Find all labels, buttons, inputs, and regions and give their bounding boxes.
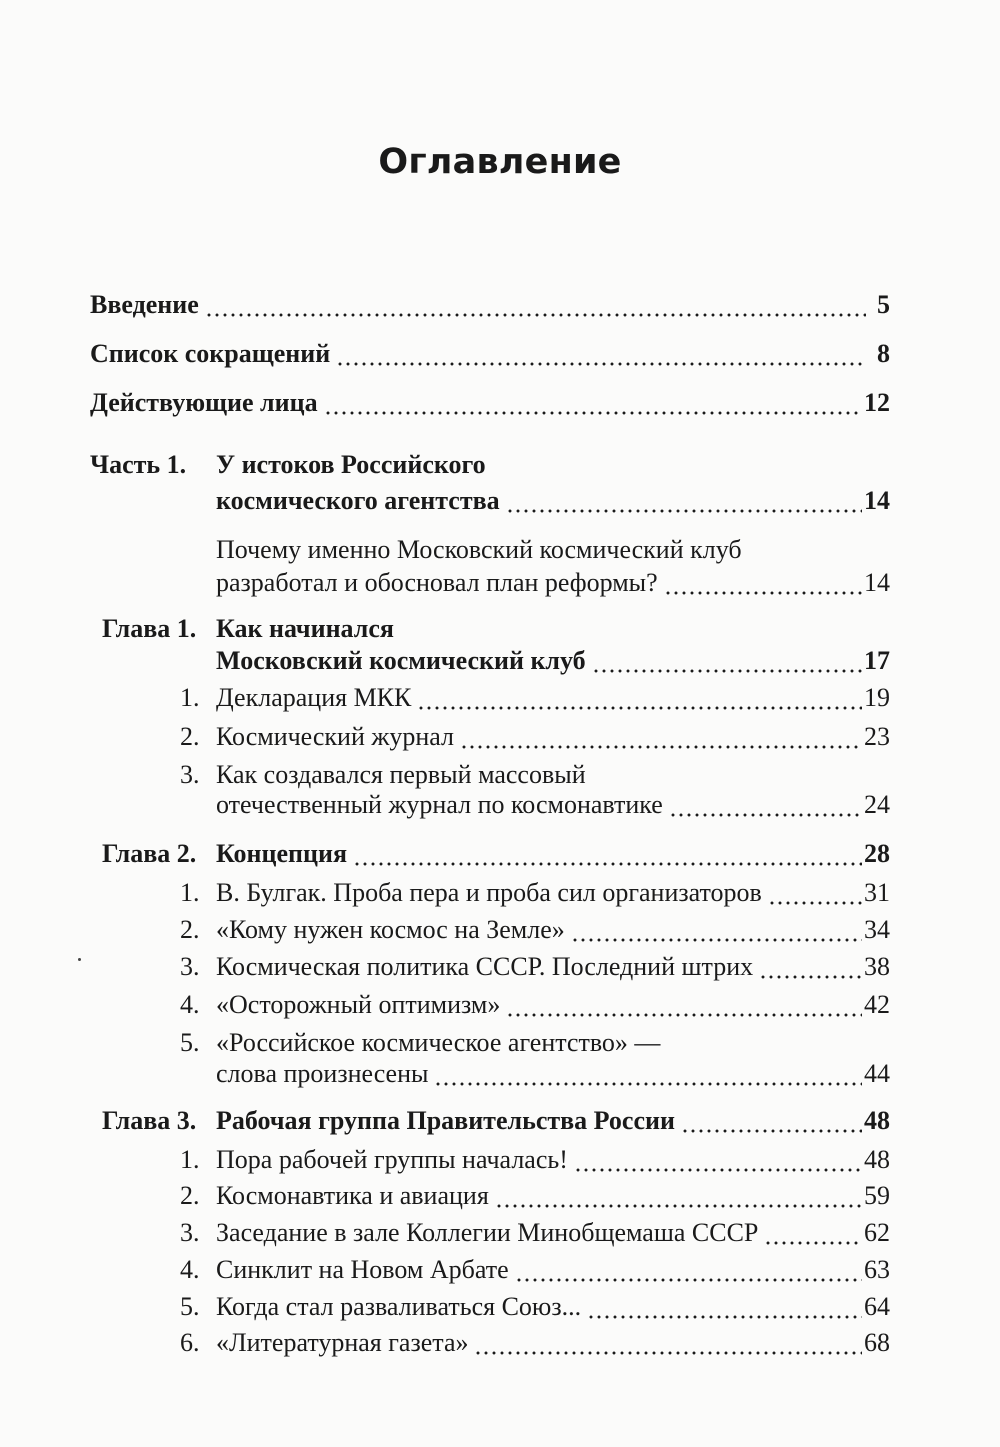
dot-leader [759, 952, 862, 982]
toc-entry-label: разработал и обосновал план реформы? [216, 568, 658, 597]
toc-entry-label: отечественный журнал по космонавтике [216, 790, 663, 819]
dot-leader [434, 1059, 862, 1089]
toc-entry-part-1[interactable] [216, 480, 890, 516]
item-number: 6. [180, 1328, 200, 1357]
toc-entry-2-1[interactable] [216, 872, 890, 908]
toc-entry-chapter-2[interactable] [216, 833, 890, 869]
toc-entry-page: 38 [864, 952, 890, 981]
item-number: 1. [180, 1145, 200, 1174]
toc-entry-page: 59 [864, 1181, 890, 1210]
item-number: 2. [180, 915, 200, 944]
toc-entry-page: 28 [864, 839, 890, 868]
toc-entry-1-3[interactable] [216, 784, 890, 820]
toc-entry-3-4[interactable] [216, 1249, 890, 1285]
toc-entry-page: 63 [864, 1255, 890, 1284]
chapter-1-title-line-1: Как начинался [216, 614, 394, 643]
toc-entry-label: Космический журнал [216, 722, 454, 751]
dot-leader [506, 486, 862, 516]
toc-entry-label: Когда стал разваливаться Союз... [216, 1292, 582, 1321]
dot-leader [592, 646, 862, 676]
toc-entry-1-3-line-1: Как создавался первый массовый [216, 760, 586, 789]
item-number: 5. [180, 1292, 200, 1321]
chapter-2-prefix: Глава 2. [102, 839, 197, 868]
dot-leader [460, 722, 862, 752]
item-number: 3. [180, 760, 200, 789]
part-1-title-line-1: У истоков Российского [216, 450, 486, 479]
toc-entry-part-1-intro[interactable] [216, 562, 890, 598]
toc-entry-page: 31 [864, 878, 890, 907]
toc-entry-page: 14 [864, 568, 890, 597]
dot-leader [205, 290, 866, 320]
toc-entry-label: Московский космический клуб [216, 646, 586, 675]
item-number: 2. [180, 1181, 200, 1210]
toc-entry-label: Пора рабочей группы началась! [216, 1145, 568, 1174]
toc-entry-page: 8 [877, 339, 890, 368]
toc-entry-label: Действующие лица [90, 388, 318, 417]
chapter-1-prefix: Глава 1. [102, 614, 197, 643]
toc-entry-page: 44 [864, 1059, 890, 1088]
toc-entry-2-3[interactable] [216, 946, 890, 982]
dot-leader [669, 790, 862, 820]
dot-leader [515, 1255, 862, 1285]
toc-entry-page: 68 [864, 1328, 890, 1357]
toc-entry-abbreviations[interactable] [90, 333, 890, 369]
dot-leader [587, 1292, 862, 1322]
part-1-sub-line-1: Почему именно Московский космический клуб [216, 535, 742, 564]
dot-leader [495, 1181, 862, 1211]
toc-entry-chapter-1[interactable] [216, 640, 890, 676]
item-number: 1. [180, 683, 200, 712]
toc-entry-introduction[interactable] [90, 284, 890, 320]
toc-entry-label: космического агентства [216, 486, 500, 515]
toc-entry-page: 48 [864, 1145, 890, 1174]
toc-entry-page: 24 [864, 790, 890, 819]
toc-entry-chapter-3[interactable] [216, 1100, 890, 1136]
toc-entry-label: Введение [90, 290, 199, 319]
dot-leader [353, 839, 862, 869]
toc-entry-2-5-line-1: «Российское космическое агентство» — [216, 1028, 661, 1057]
dot-leader [664, 568, 862, 598]
item-number: 1. [180, 878, 200, 907]
item-number: 3. [180, 952, 200, 981]
dot-leader [681, 1106, 862, 1136]
toc-entry-characters[interactable] [90, 382, 890, 418]
toc-entry-1-2[interactable] [216, 716, 890, 752]
toc-entry-page: 19 [864, 683, 890, 712]
item-number: 4. [180, 1255, 200, 1284]
toc-entry-label: Рабочая группа Правительства России [216, 1106, 675, 1135]
toc-entry-2-5[interactable] [216, 1053, 890, 1089]
toc-entry-page: 23 [864, 722, 890, 751]
item-number: 3. [180, 1218, 200, 1247]
toc-entry-2-4[interactable] [216, 984, 890, 1020]
toc-entry-label: Концепция [216, 839, 348, 868]
dot-leader [571, 915, 862, 945]
toc-entry-page: 64 [864, 1292, 890, 1321]
dot-leader [764, 1218, 862, 1248]
toc-entry-page: 5 [877, 290, 890, 319]
toc-entry-label: Список сокращений [90, 339, 331, 368]
toc-entry-2-2[interactable] [216, 909, 890, 945]
toc-entry-label: В. Булгак. Проба пера и проба сил организаторов [216, 878, 762, 907]
toc-entry-label: Космическая политика СССР. Последний штрих [216, 952, 754, 981]
dot-leader [324, 388, 862, 418]
toc-entry-label: Заседание в зале Коллегии Минобщемаша СССР [216, 1218, 759, 1247]
dot-leader [417, 683, 862, 713]
toc-entry-page: 17 [864, 646, 890, 675]
item-number: 5. [180, 1028, 200, 1057]
print-speck [78, 958, 81, 961]
toc-entry-3-3[interactable] [216, 1212, 890, 1248]
toc-entry-3-1[interactable] [216, 1139, 890, 1175]
toc-entry-page: 12 [864, 388, 890, 417]
item-number: 4. [180, 990, 200, 1019]
toc-entry-page: 62 [864, 1218, 890, 1247]
dot-leader [768, 878, 862, 908]
dot-leader [474, 1328, 862, 1358]
toc-entry-label: «Осторожный оптимизм» [216, 990, 501, 1019]
toc-entry-label: Синклит на Новом Арбате [216, 1255, 509, 1284]
toc-entry-page: 34 [864, 915, 890, 944]
dot-leader [506, 990, 862, 1020]
dot-leader [574, 1145, 862, 1175]
toc-entry-label: слова произнесены [216, 1059, 429, 1088]
toc-entry-page: 48 [864, 1106, 890, 1135]
page-title: Оглавление [378, 142, 622, 182]
toc-entry-1-1[interactable] [216, 677, 890, 713]
toc-entry-3-5[interactable] [216, 1286, 890, 1322]
toc-entry-page: 14 [864, 486, 890, 515]
part-1-prefix: Часть 1. [90, 450, 187, 479]
chapter-3-prefix: Глава 3. [102, 1106, 197, 1135]
dot-leader [336, 339, 866, 369]
toc-entry-label: «Кому нужен космос на Земле» [216, 915, 565, 944]
toc-entry-label: «Литературная газета» [216, 1328, 469, 1357]
item-number: 2. [180, 722, 200, 751]
toc-entry-label: Космонавтика и авиация [216, 1181, 489, 1210]
toc-entry-page: 42 [864, 990, 890, 1019]
toc-entry-3-6[interactable] [216, 1322, 890, 1358]
toc-entry-3-2[interactable] [216, 1175, 890, 1211]
toc-entry-label: Декларация МКК [216, 683, 412, 712]
